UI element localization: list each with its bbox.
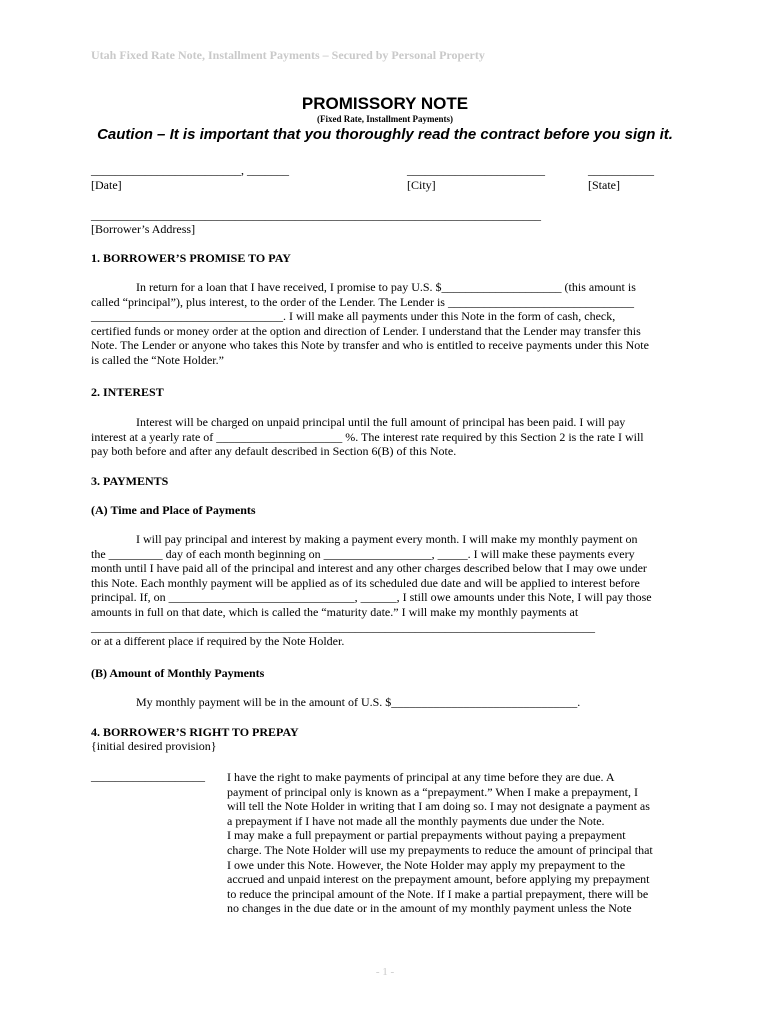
section-2-body bbox=[91, 415, 683, 459]
city-field-line[interactable]: _______________________ bbox=[407, 163, 545, 177]
section-2-line: pay both before and after any default described in Section 6(B) of this Note. bbox=[91, 444, 457, 459]
section-1-line: Note. The Lender or anyone who takes this Note by transfer and who is entitled to receive payments under this Note bbox=[91, 338, 649, 353]
section-3a-body bbox=[91, 532, 683, 649]
section-3a-line: this Note. Each monthly payment will be applied as of its scheduled due date and will be applied to interest before bbox=[91, 575, 640, 590]
section-3-heading: 3. PAYMENTS bbox=[91, 474, 169, 488]
section-4-note: {initial desired provision} bbox=[91, 739, 217, 753]
city-label: [City] bbox=[407, 178, 436, 192]
address-field-line[interactable]: ___________________________________________________________________________ bbox=[91, 208, 541, 222]
section-3a-heading: (A) Time and Place of Payments bbox=[91, 503, 256, 517]
page-subtitle: (Fixed Rate, Installment Payments) bbox=[317, 114, 453, 124]
state-field-line[interactable]: ___________ bbox=[588, 163, 654, 177]
section-4-line: a prepayment if I have not made all the monthly payments due under the Note. bbox=[227, 813, 605, 828]
date-label: [Date] bbox=[91, 178, 122, 192]
section-4-line: I owe under this Note. However, the Note Holder may apply my prepayment to the bbox=[227, 857, 626, 872]
section-4-line: I may make a full prepayment or partial prepayments without paying a prepayment bbox=[227, 828, 626, 843]
caution-notice: Caution – It is important that you thoroughly read the contract before you sign it. bbox=[97, 126, 673, 143]
section-3b-heading: (B) Amount of Monthly Payments bbox=[91, 666, 265, 680]
section-4-line: accrued and unpaid interest on the prepayment amount, before applying my prepayment bbox=[227, 872, 650, 887]
section-4-body bbox=[227, 770, 682, 916]
section-4-line: I have the right to make payments of principal at any time before they are due. A bbox=[227, 770, 615, 784]
section-2-line: interest at a yearly rate of _____________________ %. The interest rate required by this Section 2 is the rate I will bbox=[91, 429, 644, 444]
section-1-line: is called the “Note Holder.” bbox=[91, 352, 224, 367]
section-4-line: to reduce the principal amount of the Note. If I make a partial prepayment, there will be bbox=[227, 886, 649, 901]
section-4-line: payment of principal only is known as a “prepayment.” When I make a prepayment, I bbox=[227, 784, 638, 799]
section-4-line: will tell the Note Holder in writing that I am doing so. I may not designate a payment as bbox=[227, 799, 650, 814]
section-1-line: ________________________________. I will make all payments under this Note in the form of cash, check, bbox=[91, 309, 616, 324]
section-1-line: called “principal”), plus interest, to the order of the Lender. The Lender is _______________________________ bbox=[91, 294, 634, 309]
section-1-line: In return for a loan that I have received, I promise to pay U.S. $____________________ (this amount is bbox=[136, 280, 636, 294]
section-3a-line: amounts in full on that date, which is called the “maturity date.” I will make my monthly payments at bbox=[91, 604, 579, 619]
page-number: - 1 - bbox=[375, 966, 395, 978]
section-3a-line: principal. If, on _______________________________, ______, I still owe amounts under this Note, I will pay those bbox=[91, 590, 652, 605]
section-4-heading: 4. BORROWER’S RIGHT TO PREPAY bbox=[91, 725, 299, 739]
section-3b-line: My monthly payment will be in the amount of U.S. $_______________________________. bbox=[136, 695, 581, 709]
document-header: Utah Fixed Rate Note, Installment Payments – Secured by Personal Property bbox=[91, 48, 485, 62]
payment-place-field-line[interactable]: ____________________________________________________________________________________ bbox=[91, 619, 595, 634]
address-label: [Borrower’s Address] bbox=[91, 222, 196, 236]
section-3a-line: month until I have paid all of the principal and interest and any other charges described below that I may owe under bbox=[91, 561, 647, 576]
prepay-initial-field[interactable]: ___________________ bbox=[91, 769, 205, 783]
date-field-line[interactable]: _________________________, _______ bbox=[91, 163, 289, 177]
section-4-line: charge. The Note Holder will use my prepayments to reduce the amount of principal that bbox=[227, 842, 653, 857]
section-2-line: Interest will be charged on unpaid principal until the full amount of principal has been paid. I will pay bbox=[136, 415, 626, 429]
section-3a-line: or at a different place if required by the Note Holder. bbox=[91, 634, 345, 649]
page-title: PROMISSORY NOTE bbox=[301, 94, 469, 113]
section-1-heading: 1. BORROWER’S PROMISE TO PAY bbox=[91, 251, 291, 265]
section-4-line: no changes in the due date or in the amount of my monthly payment unless the Note bbox=[227, 901, 632, 916]
section-3a-line: I will pay principal and interest by making a payment every month. I will make my monthly payment on bbox=[136, 532, 638, 546]
section-2-heading: 2. INTEREST bbox=[91, 385, 164, 399]
section-3a-line: the _________ day of each month beginning on __________________, _____. I will make these payments every bbox=[91, 546, 635, 561]
state-label: [State] bbox=[588, 178, 620, 192]
section-1-line: certified funds or money order at the option and direction of Lender. I understand that the Lender may transfer this bbox=[91, 323, 641, 338]
section-1-body bbox=[91, 280, 683, 368]
